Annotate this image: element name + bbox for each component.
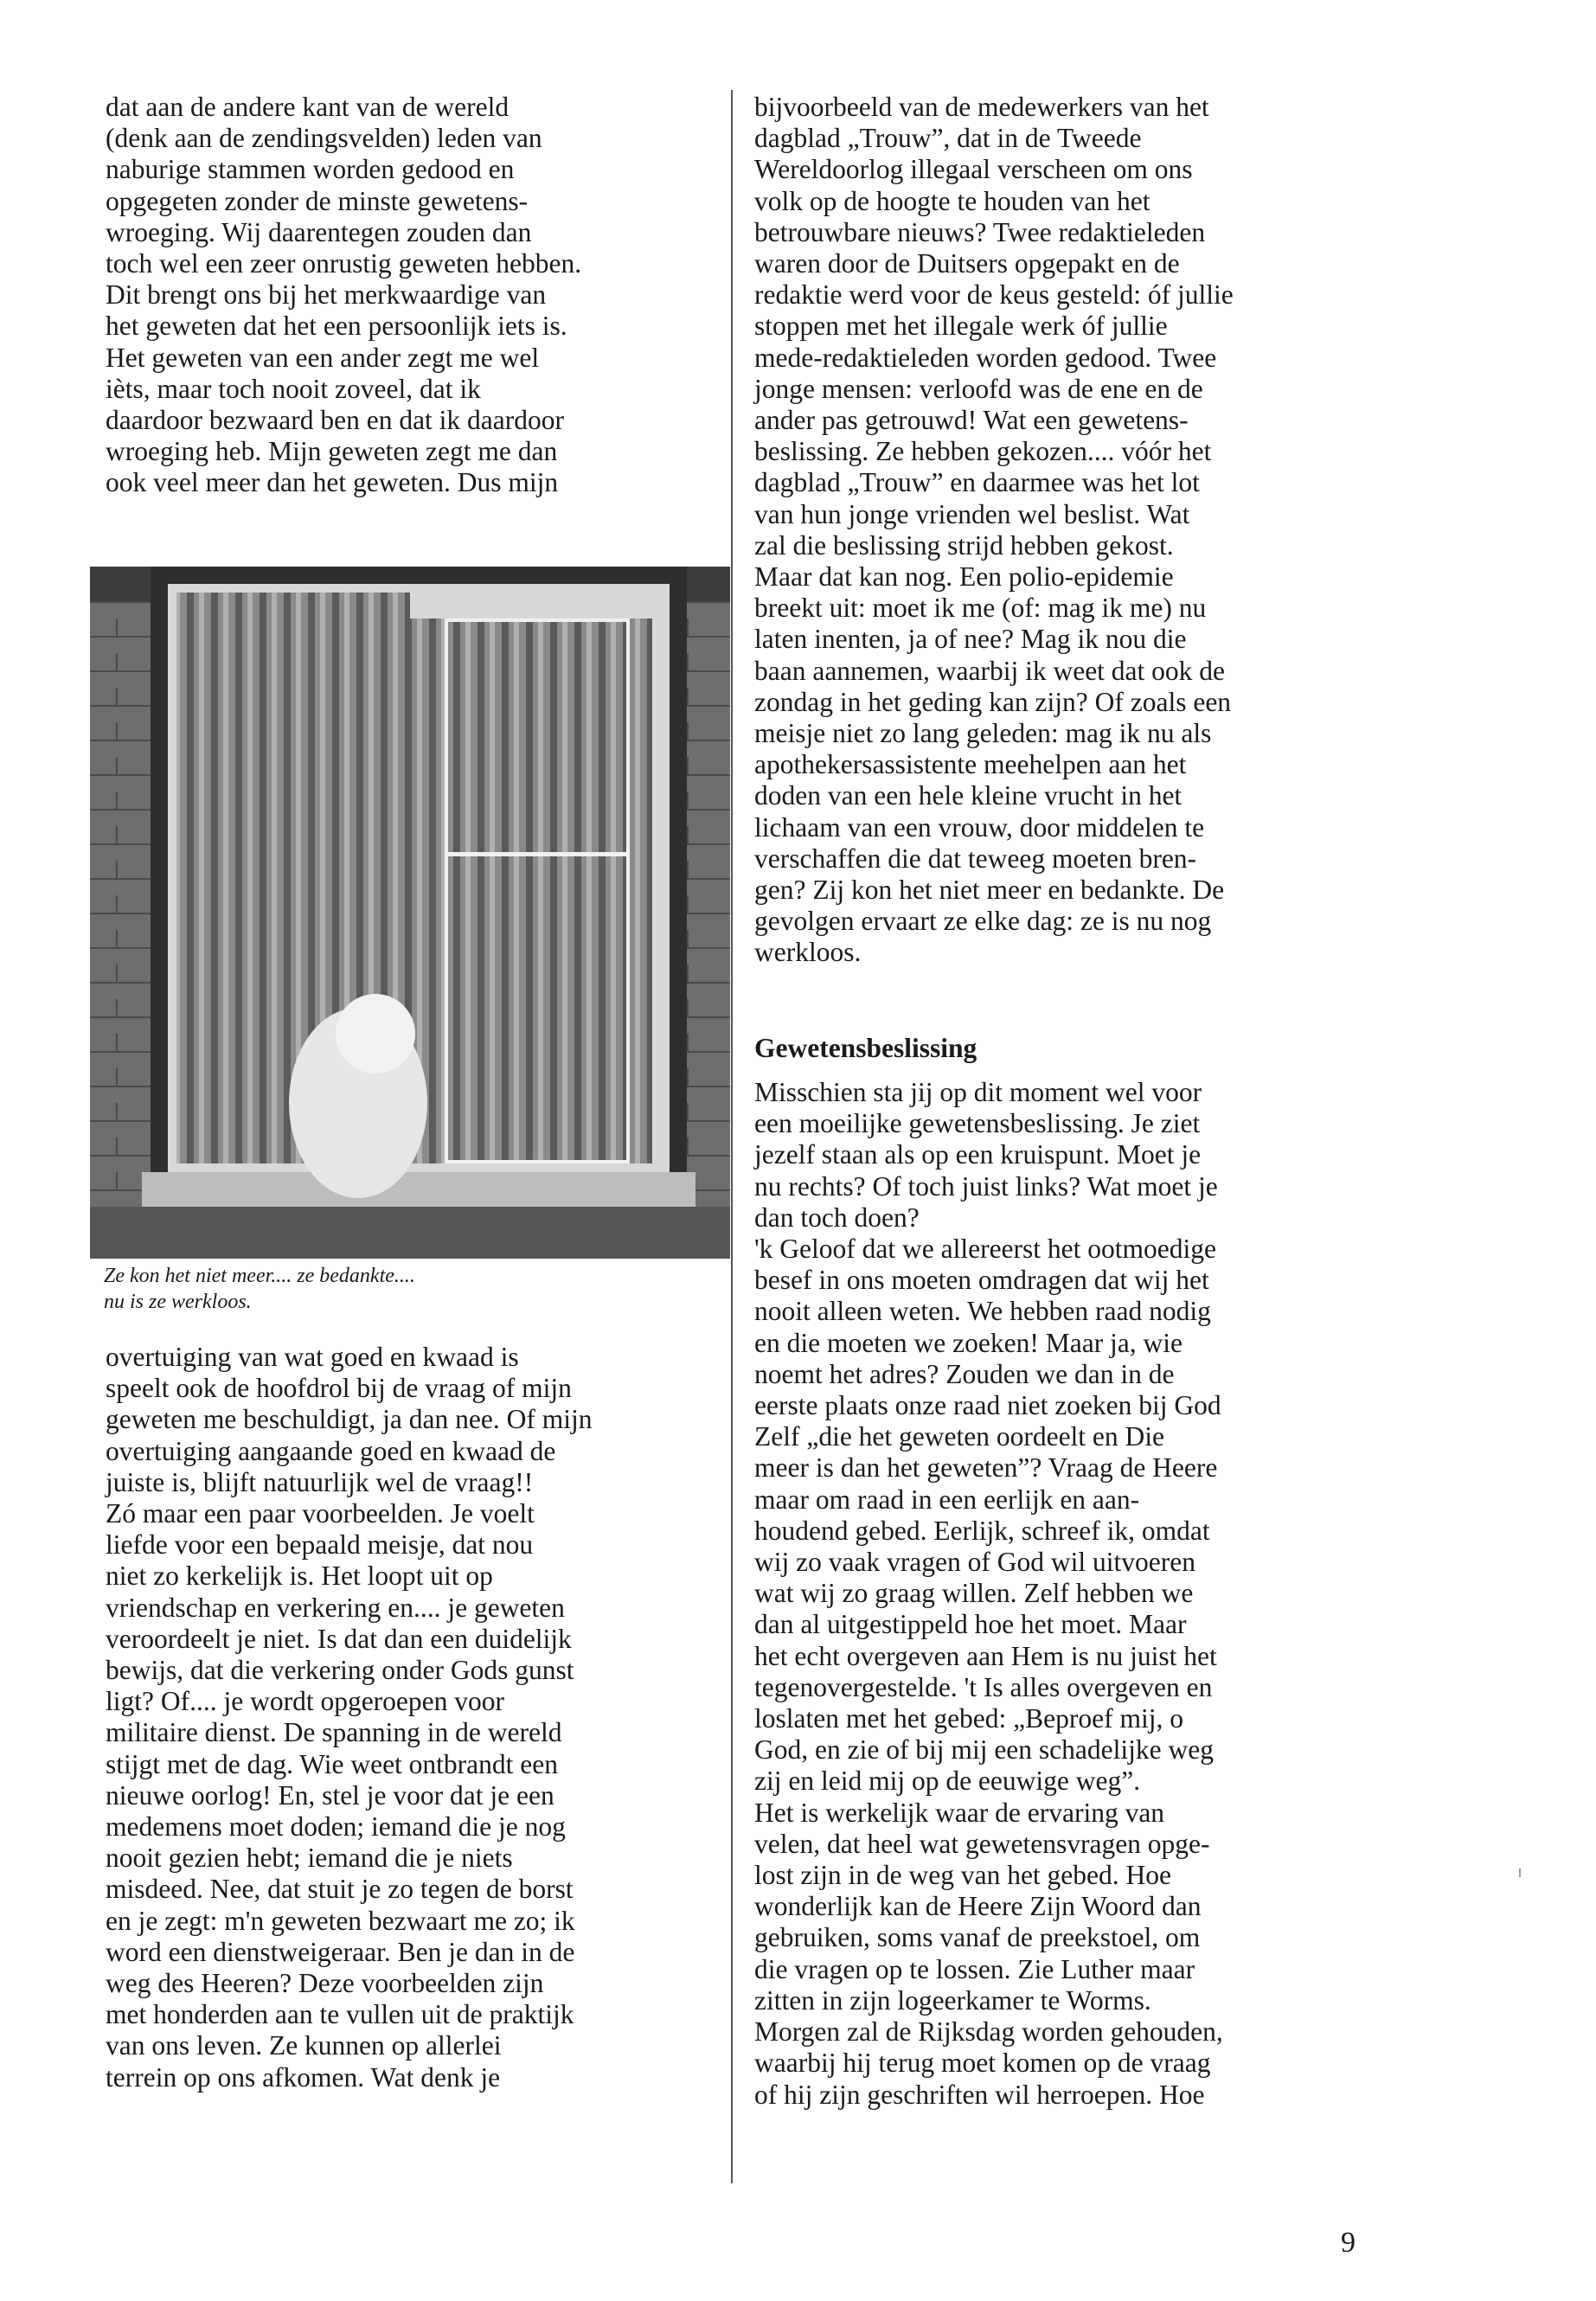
- right-column-top-text: bijvoorbeeld van de medewerkers van het dagblad „Trouw”, dat in de Tweede Wereldoorlog illegaal verscheen om ons volk op de hoogte te houden van het betrouwbare nieuws? Twee redaktieleden waren door de Duitsers opgepakt en de redaktie werd voor de keus gesteld: óf jullie stoppen met het illegale werk óf jullie mede-redaktieleden worden gedood. Twee jonge mensen: verloofd was de ene en de ander pas getrouwd! Wat een gewetens- beslissing. Ze hebben gekozen.... vóór het dagblad „Trouw” en daarmee was het lot van hun jonge vrienden wel beslist. Wat zal die beslissing strijd hebben gekost. Maar dat kan nog. Een polio-epidemie breekt uit: moet ik me (of: mag ik me) nu laten inenten, ja of nee? Mag ik nou die baan aannemen, waarbij ik weet dat ook de zondag in het geding kan zijn? Of zoals een meisje niet zo lang geleden: mag ik nu als apothekersassistente meehelpen aan het doden van een hele kleine vrucht in het lichaam van een vrouw, door middelen te verschaffen die dat teweeg moeten bren- gen? Zij kon het niet meer en bedankte. De gevolgen ervaart ze elke dag: ze is nu nog werkloos.: [754, 92, 1234, 968]
- right-column-bottom-text: Misschien sta jij op dit moment wel voor een moeilijke gewetensbeslissing. Je ziet jezelf staan als op een kruispunt. Moet je nu rechts? Of toch juist links? Wat moet je dan toch doen? 'k Geloof dat we allereerst het ootmoedige besef in ons moeten omdragen dat wij het nooit alleen weten. We hebben raad nodig en die moeten we zoeken! Maar ja, wie noemt het adres? Zouden we dan in de eerste plaats onze raad niet zoeken bij God Zelf „die het geweten oordeelt en Die meer is dan het geweten”? Vraag de Heere maar om raad in een eerlijk en aan- houdend gebed. Eerlijk, schreef ik, omdat wij zo vaak vragen of God wil uitvoeren wat wij zo graag willen. Zelf hebben we dan al uitgestippeld hoe het moet. Maar het echt overgeven aan Hem is nu juist het tegenovergestelde. 't Is alles overgeven en loslaten met het gebed: „Beproef mij, o God, en zie of bij mij een schadelijke weg zij en leid mij op de eeuwige weg”. Het is werkelijk waar de ervaring van velen, dat heel wat gewetensvragen opge- lost zijn in de weg van het gebed. Hoe wonderlijk kan de Heere Zijn Woord dan gebruiken, soms vanaf de preekstoel, om die vragen op te lossen. Zie Luther maar zitten in zijn logeerkamer te Worms. Morgen zal de Rijksdag worden gehouden, waarbij hij terug moet komen op de vraag of hij zijn geschriften wil herroepen. Hoe: [754, 1077, 1223, 2110]
- window-photo-illustration: [90, 567, 730, 1259]
- column-divider: [731, 90, 733, 2183]
- photo-caption: Ze kon het niet meer.... ze bedankte.... nu is ze werkloos.: [104, 1265, 415, 1313]
- page-number: 9: [1341, 2227, 1356, 2259]
- section-heading: Gewetensbeslissing: [754, 1033, 977, 1063]
- left-column-bottom-text: overtuiging van wat goed en kwaad is speelt ook de hoofdrol bij de vraag of mijn geweten me beschuldigt, ja dan nee. Of mijn overtuiging aangaande goed en kwaad de juiste is, blijft natuurlijk wel de vraag!! Zó maar een paar voorbeelden. Je voelt liefde voor een bepaald meisje, dat nou niet zo kerkelijk is. Het loopt uit op vriendschap en verkering en.... je geweten veroordeelt je niet. Is dat dan een duidelijk bewijs, dat die verkering onder Gods gunst ligt? Of.... je wordt opgeroepen voor militaire dienst. De spanning in de wereld stijgt met de dag. Wie weet ontbrandt een nieuwe oorlog! En, stel je voor dat je een medemens moet doden; iemand die je nog nooit gezien hebt; iemand die je niets misdeed. Nee, dat stuit je zo tegen de borst en je zegt: m'n geweten bezwaart me zo; ik word een dienstweigeraar. Ben je dan in de weg des Heeren? Deze voorbeelden zijn met honderden aan te vullen uit de praktijk van ons leven. Ze kunnen op allerlei terrein op ons afkomen. Wat denk je: [106, 1342, 593, 2093]
- margin-mark: [1519, 1868, 1521, 1877]
- window-photo: [90, 567, 730, 1259]
- left-column-top-text: dat aan de andere kant van de wereld (denk aan de zendingsvelden) leden van naburige stammen worden gedood en opgegeten zonder de minste gewetens- wroeging. Wij daarentegen zouden dan toch wel een zeer onrustig geweten hebben. Dit brengt ons bij het merkwaardige van het geweten dat het een persoonlijk iets is. Het geweten van een ander zegt me wel ièts, maar toch nooit zoveel, dat ik daardoor bezwaard ben en dat ik daardoor wroeging heb. Mijn geweten zegt me dan ook veel meer dan het geweten. Dus mijn: [106, 92, 582, 498]
